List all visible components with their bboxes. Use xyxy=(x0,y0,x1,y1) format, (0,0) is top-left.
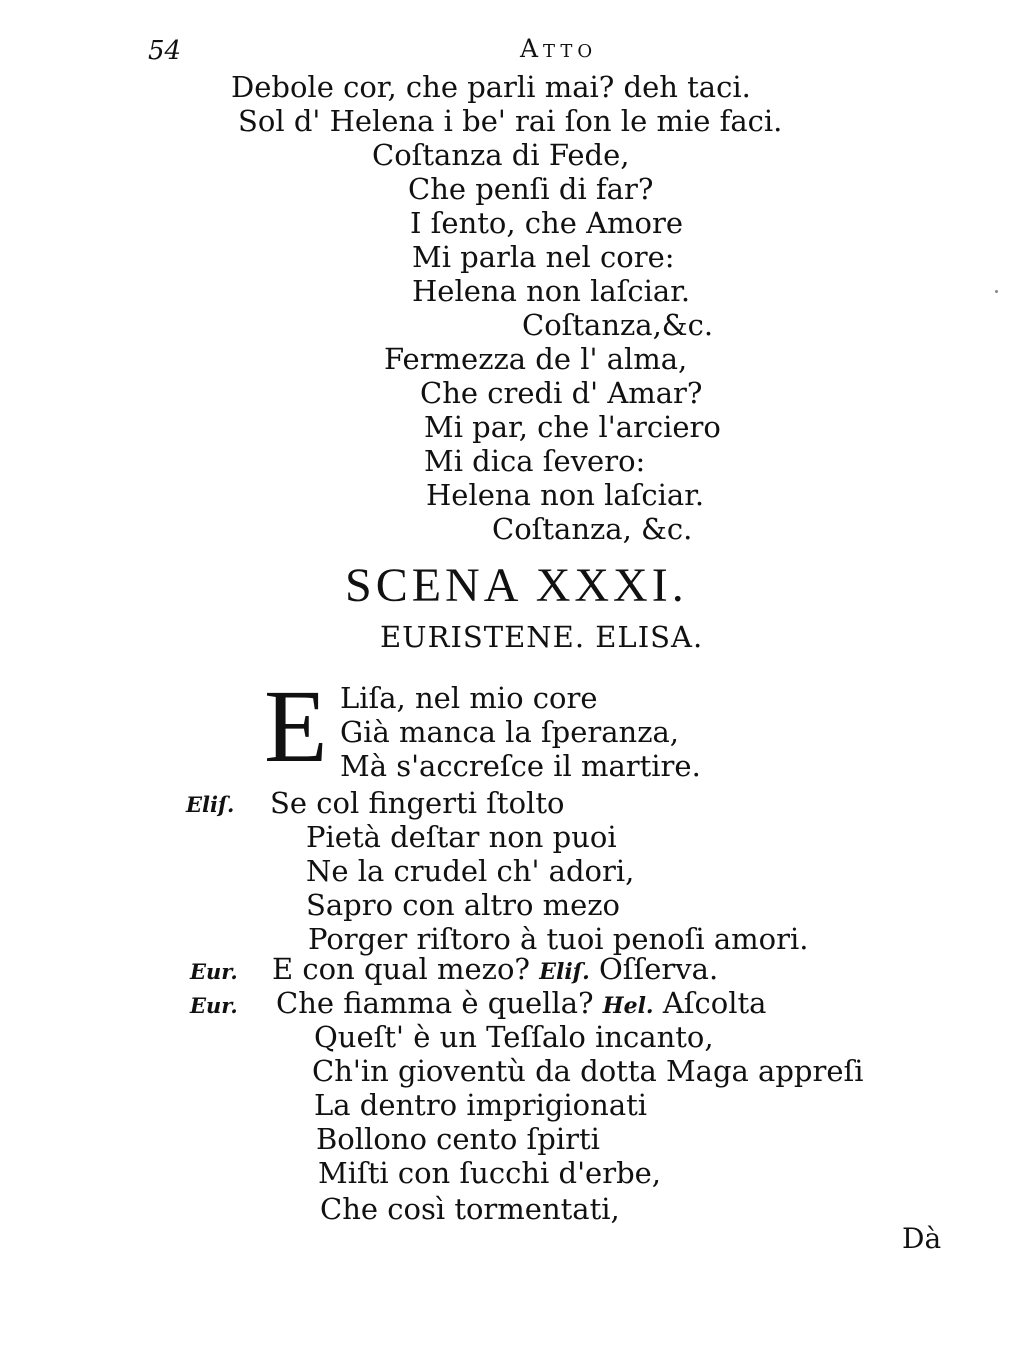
verse-line: Coſtanza di Fede, xyxy=(372,138,630,172)
inline-speaker-label: Hel. xyxy=(602,993,654,1019)
verse-line: Fermezza de l' alma, xyxy=(384,342,688,376)
running-head: Atto xyxy=(520,34,598,63)
dialogue-line xyxy=(276,986,766,1023)
dialogue-line: Pietà deſtar non puoi xyxy=(306,820,617,854)
verse-line: Helena non laſciar. xyxy=(412,274,691,308)
verse-line: I ſento, che Amore xyxy=(410,206,684,240)
verse-line: Sol d' Helena i be' rai ſon le mie faci. xyxy=(238,104,783,138)
verse-line: Coſtanza, &c. xyxy=(492,512,693,546)
verse-line: Mi dica ſevero: xyxy=(424,444,646,478)
dialogue-line: Liſa, nel mio core xyxy=(340,681,598,715)
dialogue-line: Ch'in gioventù da dotta Maga appreſi xyxy=(312,1054,864,1088)
dialogue-line: Ne la crudel ch' adori, xyxy=(306,854,635,888)
verse-line: Coſtanza,&c. xyxy=(522,308,714,342)
dialogue-line: Bollono cento ſpirti xyxy=(316,1122,600,1156)
dialogue-text: Che fiamma è quella? xyxy=(276,986,594,1020)
dialogue-line: Già manca la ſperanza, xyxy=(340,715,680,749)
dialogue-line: Che così tormentati, xyxy=(320,1192,620,1226)
dialogue-text: Aſcolta xyxy=(662,986,767,1020)
drop-cap: E xyxy=(264,669,328,784)
dialogue-line: Miſti con ſucchi d'erbe, xyxy=(318,1156,662,1190)
dialogue-line: Se col fingerti ſtolto xyxy=(270,786,565,820)
verse-line: Che penſi di far? xyxy=(408,172,654,206)
scene-title: SCENA XXXI. xyxy=(345,559,688,612)
verse-line: Mi parla nel core: xyxy=(412,240,675,274)
verse-line: Mi par, che l'arciero xyxy=(424,410,721,444)
dialogue-line: Queſt' è un Teſſalo incanto, xyxy=(314,1020,714,1054)
dialogue-line xyxy=(272,952,718,989)
verse-line: Che credi d' Amar? xyxy=(420,376,703,410)
dialogue-line: Sapro con altro mezo xyxy=(306,888,621,922)
inline-speaker-label: Eliſ. xyxy=(539,959,590,985)
verse-line: Debole cor, che parli mai? deh taci. xyxy=(231,70,751,104)
dialogue-line: La dentro imprigionati xyxy=(314,1088,648,1122)
dialogue-line: Porger riſtoro à tuoi penoſi amori. xyxy=(308,922,809,956)
speaker-label: Eur. xyxy=(190,993,238,1018)
page-number: 54 xyxy=(148,36,182,66)
speaker-label: Eur. xyxy=(190,959,238,984)
verse-line: Helena non laſciar. xyxy=(426,478,705,512)
dialogue-text: E con qual mezo? xyxy=(272,952,530,986)
dialogue-line: Mà s'accreſce il martire. xyxy=(340,749,701,783)
speaker-label: Eliſ. xyxy=(186,792,235,817)
catchword: Dà xyxy=(902,1222,942,1255)
scene-characters: EURISTENE. ELISA. xyxy=(380,620,704,654)
dialogue-text: Oſſerva. xyxy=(599,952,719,986)
paper-speck xyxy=(995,290,998,293)
